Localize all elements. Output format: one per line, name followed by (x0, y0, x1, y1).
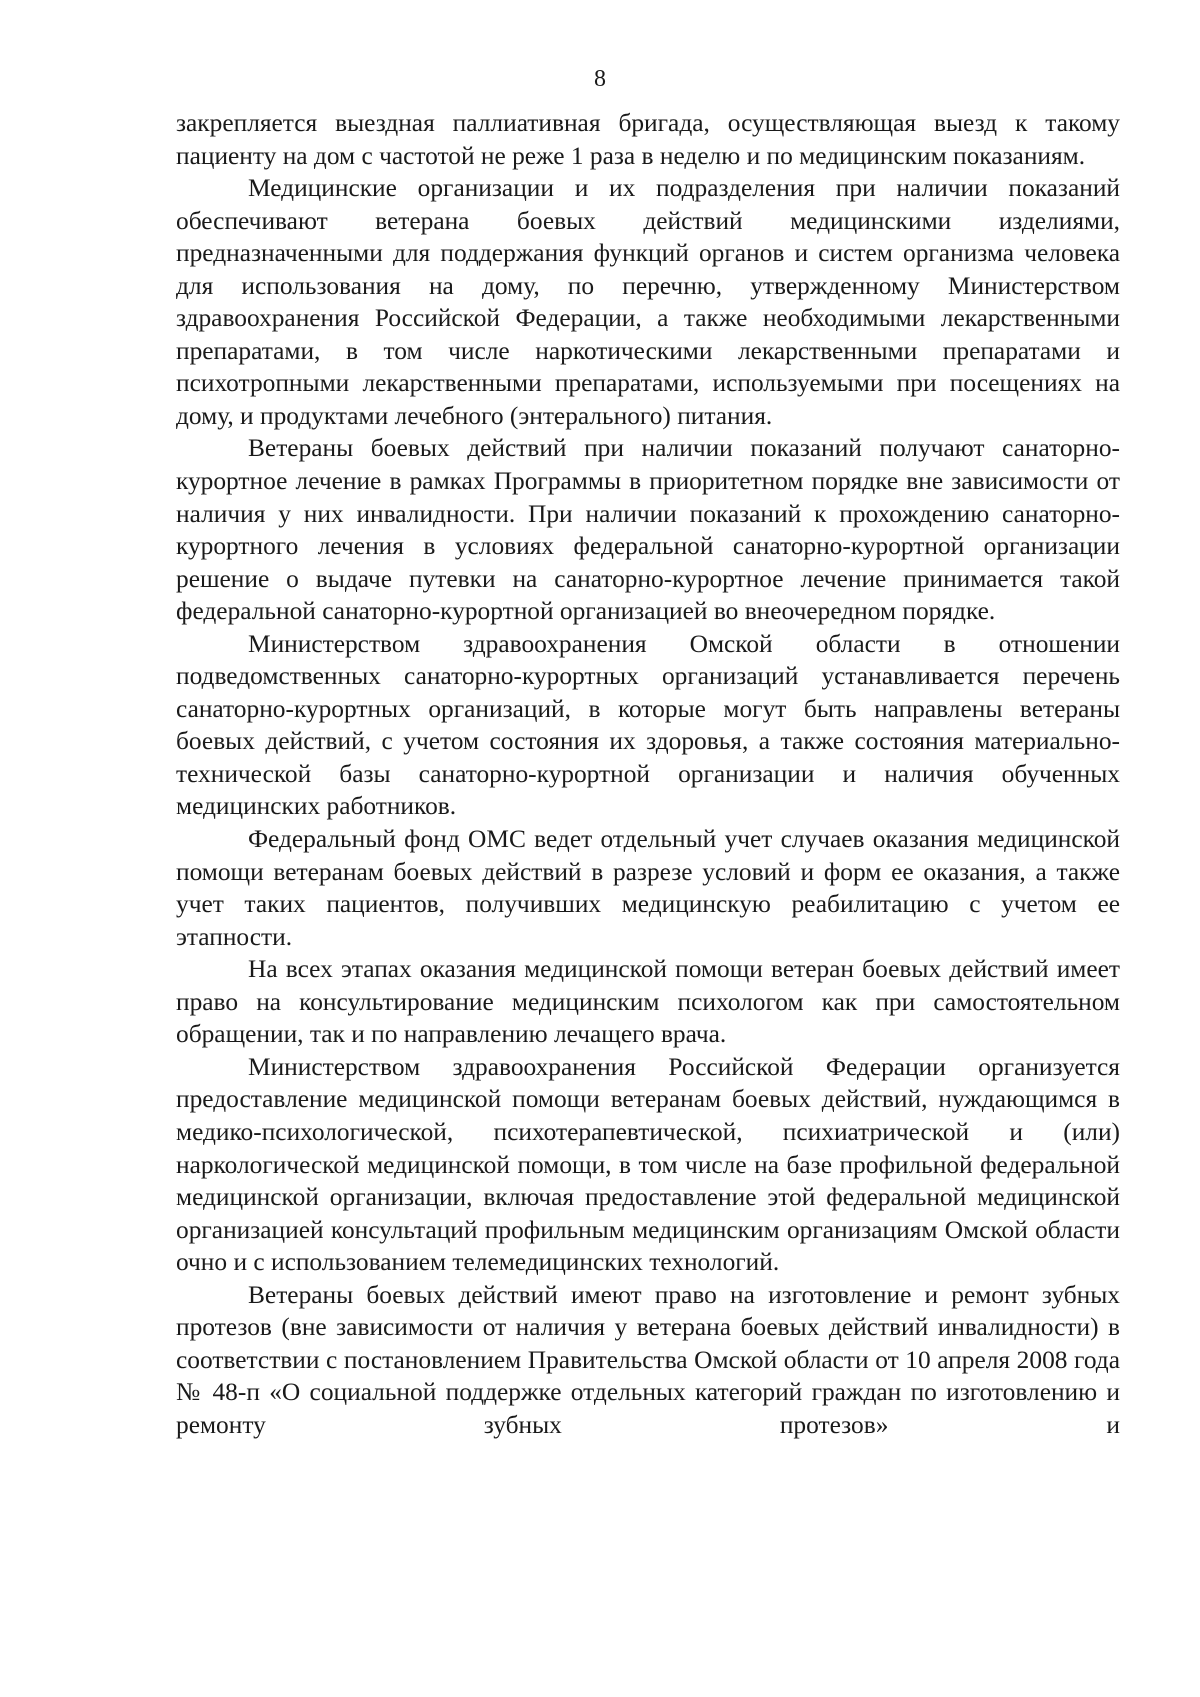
paragraph-dental-prosthetics: Ветераны боевых действий имеют право на изготовление и ремонт зубных протезов (вне зависимости от наличия у ветерана боевых действий инвалидности) в соответствии с постановлением Правительства Омской области от 10 апреля 2008 года № 48-п «О социальной поддержке отдельных категорий граждан по изготовлению и ремонту зубных протезов» и (176, 1280, 1120, 1439)
paragraph-oms-accounting: Федеральный фонд ОМС ведет отдельный учет случаев оказания медицинской помощи ветеранам боевых действий в разрезе условий и форм ее оказания, а также учет таких пациентов, получивших медицинскую реабилитацию с учетом ее этапности. (176, 825, 1120, 951)
paragraph-sanatorium-treatment: Ветераны боевых действий при наличии показаний получают санаторно-курортное лечение в рамках Программы в приоритетном порядке вне зависимости от наличия у них инвалидности. При наличии показаний к прохождению санаторно-курортного лечения в условиях федеральной санаторно-курортной организации решение о выдаче путевки на санаторно-курортное лечение принимается такой федеральной санаторно-курортной организацией во внеочередном порядке. (176, 434, 1120, 626)
paragraph-medical-devices: Медицинские организации и их подразделения при наличии показаний обеспечивают ветерана боевых действий медицинскими изделиями, предназначенными для поддержания функций органов и систем организма человека для использования на дому, по перечню, утвержденному Министерством здравоохранения Российской Федерации, а также необходимыми лекарственными препаратами, в том числе наркотическими лекарственными препаратами и психотропными лекарственными препаратами, используемыми при посещениях на дому, и продуктами лечебного (энтерального) питания. (176, 174, 1120, 430)
page-number: 8 (594, 66, 606, 92)
paragraph-continuation: закрепляется выездная паллиативная бригада, осуществляющая выезд к такому пациенту на дом с частотой не реже 1 раза в неделю и по медицинским показаниям. (176, 109, 1120, 170)
paragraph-psychiatric-care: Министерством здравоохранения Российской Федерации организуется предоставление медицинской помощи ветеранам боевых действий, нуждающимся в медико-психологической, психотерапевтической, психиатрической и (или) наркологической медицинской помощи, в том числе на базе профильной федеральной медицинской организации, включая предоставление этой федеральной медицинской организацией консультаций профильным медицинским организациям Омской области очно и с использованием телемедицинских технологий. (176, 1052, 1120, 1277)
document-body (176, 107, 1120, 1441)
paragraph-psychologist-consulting: На всех этапах оказания медицинской помощи ветеран боевых действий имеет право на консультирование медицинским психологом как при самостоятельном обращении, так и по направлению лечащего врача. (176, 955, 1120, 1049)
paragraph-sanatorium-list: Министерством здравоохранения Омской области в отношении подведомственных санаторно-курортных организаций устанавливается перечень санаторно-курортных организаций, в которые могут быть направлены ветераны боевых действий, с учетом состояния их здоровья, а также состояния материально-технической базы санаторно-курортной организации и наличия обученных медицинских работников. (176, 629, 1120, 821)
